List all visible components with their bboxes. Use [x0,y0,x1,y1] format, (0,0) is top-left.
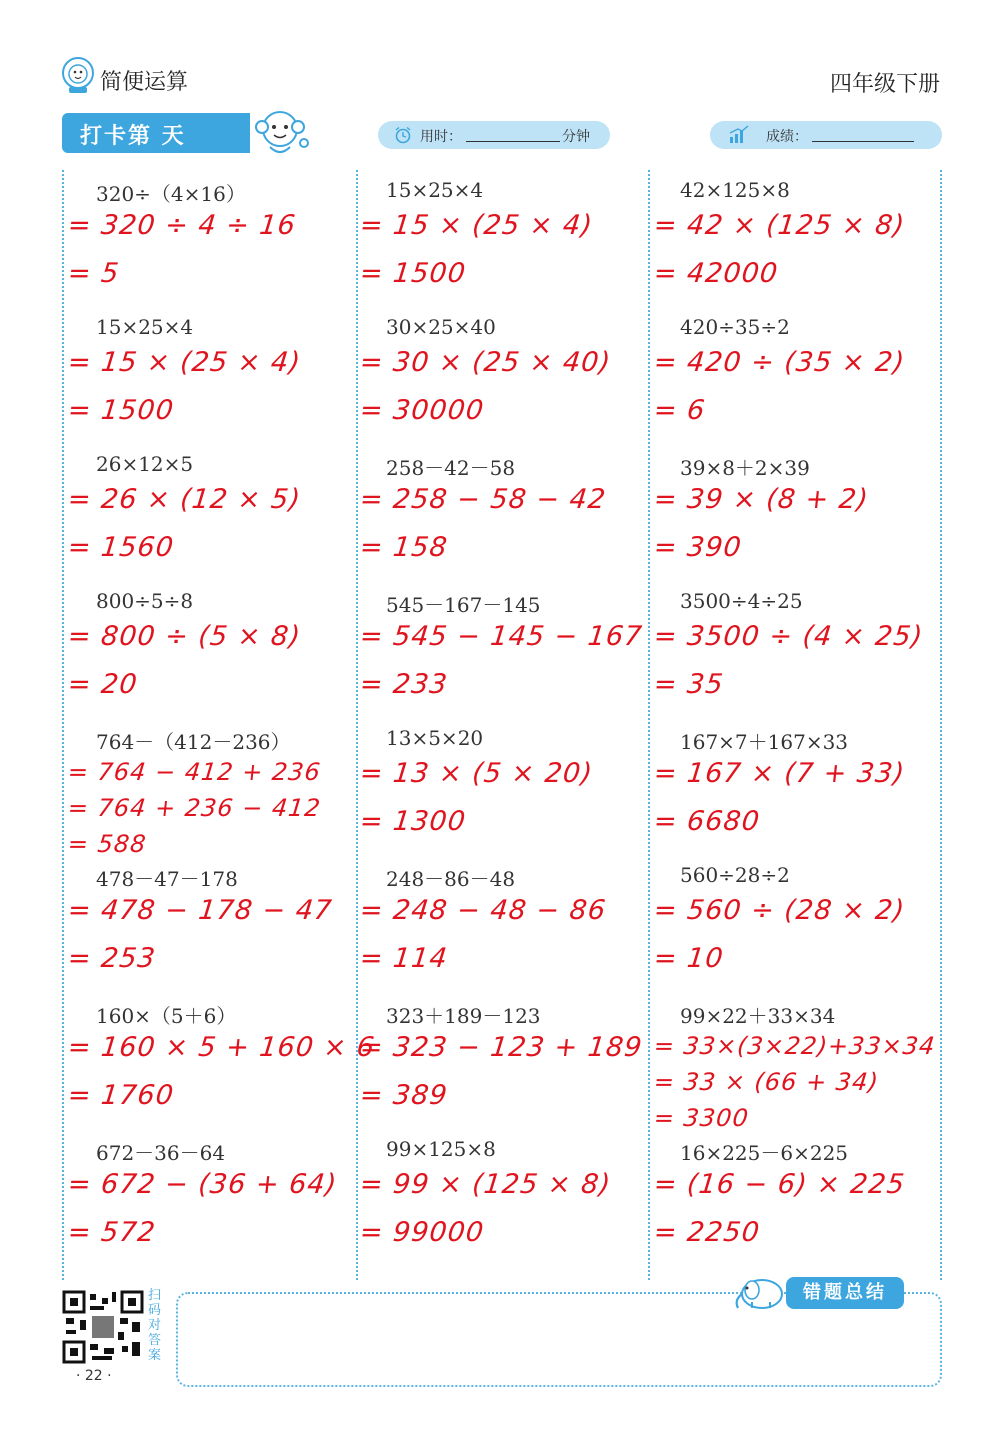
handwritten-answer-line: = 2250 [652,1217,762,1248]
handwritten-answer-line: = 35 [652,669,726,700]
problem-expression: 13×5×20 [386,726,484,750]
handwritten-answer-line: = 5 [66,258,122,289]
problem-expression: 167×7＋167×33 [680,730,849,754]
handwritten-answer-line: = 39 × (8 + 2) [652,484,871,515]
handwritten-answer-line: = 545 − 145 − 167 [358,621,645,652]
handwritten-answer-line: = 30000 [358,395,486,426]
handwritten-answer-line: = 6 [652,395,708,426]
handwritten-answer-line: = (16 − 6) × 225 [652,1169,907,1200]
problem-expression: 15×25×4 [386,178,484,202]
handwritten-answer-line: = 3500 ÷ (4 × 25) [652,621,925,652]
handwritten-answer-line: = 1760 [66,1080,176,1111]
problem-expression: 99×22＋33×34 [680,1004,836,1028]
lion-logo-icon [60,55,96,95]
book-title: 简便运算 [100,70,189,95]
time-used-label: 用时： [420,129,462,145]
grid-border-left [62,170,64,1280]
problem-expression: 545－167－145 [386,593,541,617]
score-field [710,121,942,149]
handwritten-answer-line: = 42000 [652,258,780,289]
handwritten-answer-line: = 33×(3×22)+33×34 [652,1032,937,1060]
problem-expression: 15×25×4 [96,315,194,339]
handwritten-answer-line: = 20 [66,669,140,700]
monkey-mascot-icon [250,105,312,163]
page-header [60,55,940,105]
handwritten-answer-line: = 13 × (5 × 20) [358,758,595,789]
alarm-clock-icon [394,126,412,144]
elephant-mascot-icon [730,1272,790,1312]
handwritten-answer-line: = 323 − 123 + 189 [358,1032,645,1063]
handwritten-answer-line: = 15 × (25 × 4) [66,347,303,378]
handwritten-answer-line: = 253 [66,943,158,974]
handwritten-answer-line: = 764 − 412 + 236 [66,758,323,786]
handwritten-answer-line: = 258 − 58 − 42 [358,484,608,515]
scan-for-answers-label: 扫码对答案 [148,1288,162,1363]
score-label: 成绩： [766,129,808,145]
mistake-summary-tag: 错题总结 [786,1277,904,1309]
problem-expression: 320÷（4×16） [96,182,246,206]
grid-border-right [940,170,942,1280]
handwritten-answer-line: = 1500 [66,395,176,426]
problem-expression: 30×25×40 [386,315,496,339]
problem-expression: 248－86－48 [386,867,516,891]
problem-expression: 39×8＋2×39 [680,456,810,480]
handwritten-answer-line: = 167 × (7 + 33) [652,758,907,789]
handwritten-answer-line: = 30 × (25 × 40) [358,347,613,378]
handwritten-answer-line: = 158 [358,532,450,563]
handwritten-answer-line: = 1560 [66,532,176,563]
column-divider-2 [648,170,650,1280]
handwritten-answer-line: = 1500 [358,258,468,289]
qr-code-icon[interactable] [62,1290,144,1364]
handwritten-answer-line: = 588 [66,830,149,858]
handwritten-answer-line: = 114 [358,943,450,974]
problem-expression: 672－36－64 [96,1141,226,1165]
handwritten-answer-line: = 42 × (125 × 8) [652,210,907,241]
problem-expression: 323＋189－123 [386,1004,541,1028]
column-divider-1 [356,170,358,1280]
problem-expression: 26×12×5 [96,452,194,476]
minutes-unit: 分钟 [562,129,590,145]
handwritten-answer-line: = 3300 [652,1104,751,1132]
check-in-day-label: 打卡第 天 [80,124,186,149]
handwritten-answer-line: = 160 × 5 + 160 × 6 [66,1032,377,1063]
problem-expression: 16×225－6×225 [680,1141,849,1165]
handwritten-answer-line: = 672 − (36 + 64) [66,1169,339,1200]
problem-expression: 800÷5÷8 [96,589,194,613]
handwritten-answer-line: = 420 ÷ (35 × 2) [652,347,907,378]
handwritten-answer-line: = 248 − 48 − 86 [358,895,608,926]
problem-expression: 99×125×8 [386,1137,496,1161]
problem-expression: 764－（412－236） [96,730,291,754]
handwritten-answer-line: = 99 × (125 × 8) [358,1169,613,1200]
score-chart-icon [728,125,750,145]
problem-expression: 560÷28÷2 [680,863,790,887]
handwritten-answer-line: = 26 × (12 × 5) [66,484,303,515]
handwritten-answer-line: = 233 [358,669,450,700]
handwritten-answer-line: = 15 × (25 × 4) [358,210,595,241]
handwritten-answer-line: = 33 × (66 + 34) [652,1068,881,1096]
handwritten-answer-line: = 478 − 178 − 47 [66,895,334,926]
grade-label: 四年级下册 [829,72,940,97]
handwritten-answer-line: = 800 ÷ (5 × 8) [66,621,303,652]
page-number: · 22 · [76,1368,112,1384]
handwritten-answer-line: = 99000 [358,1217,486,1248]
problem-expression: 160×（5＋6） [96,1004,237,1028]
problem-expression: 3500÷4÷25 [680,589,803,613]
problem-expression: 258－42－58 [386,456,516,480]
handwritten-answer-line: = 320 ÷ 4 ÷ 16 [66,210,298,241]
score-blank[interactable] [812,141,914,142]
time-used-field [378,121,610,149]
time-used-blank[interactable] [466,141,560,142]
handwritten-answer-line: = 1300 [358,806,468,837]
handwritten-answer-line: = 572 [66,1217,158,1248]
problem-expression: 478－47－178 [96,867,238,891]
handwritten-answer-line: = 764 + 236 − 412 [66,794,323,822]
handwritten-answer-line: = 560 ÷ (28 × 2) [652,895,907,926]
handwritten-answer-line: = 390 [652,532,744,563]
problem-expression: 420÷35÷2 [680,315,790,339]
check-in-day-band [62,113,250,153]
problem-expression: 42×125×8 [680,178,790,202]
handwritten-answer-line: = 10 [652,943,726,974]
handwritten-answer-line: = 6680 [652,806,762,837]
handwritten-answer-line: = 389 [358,1080,450,1111]
